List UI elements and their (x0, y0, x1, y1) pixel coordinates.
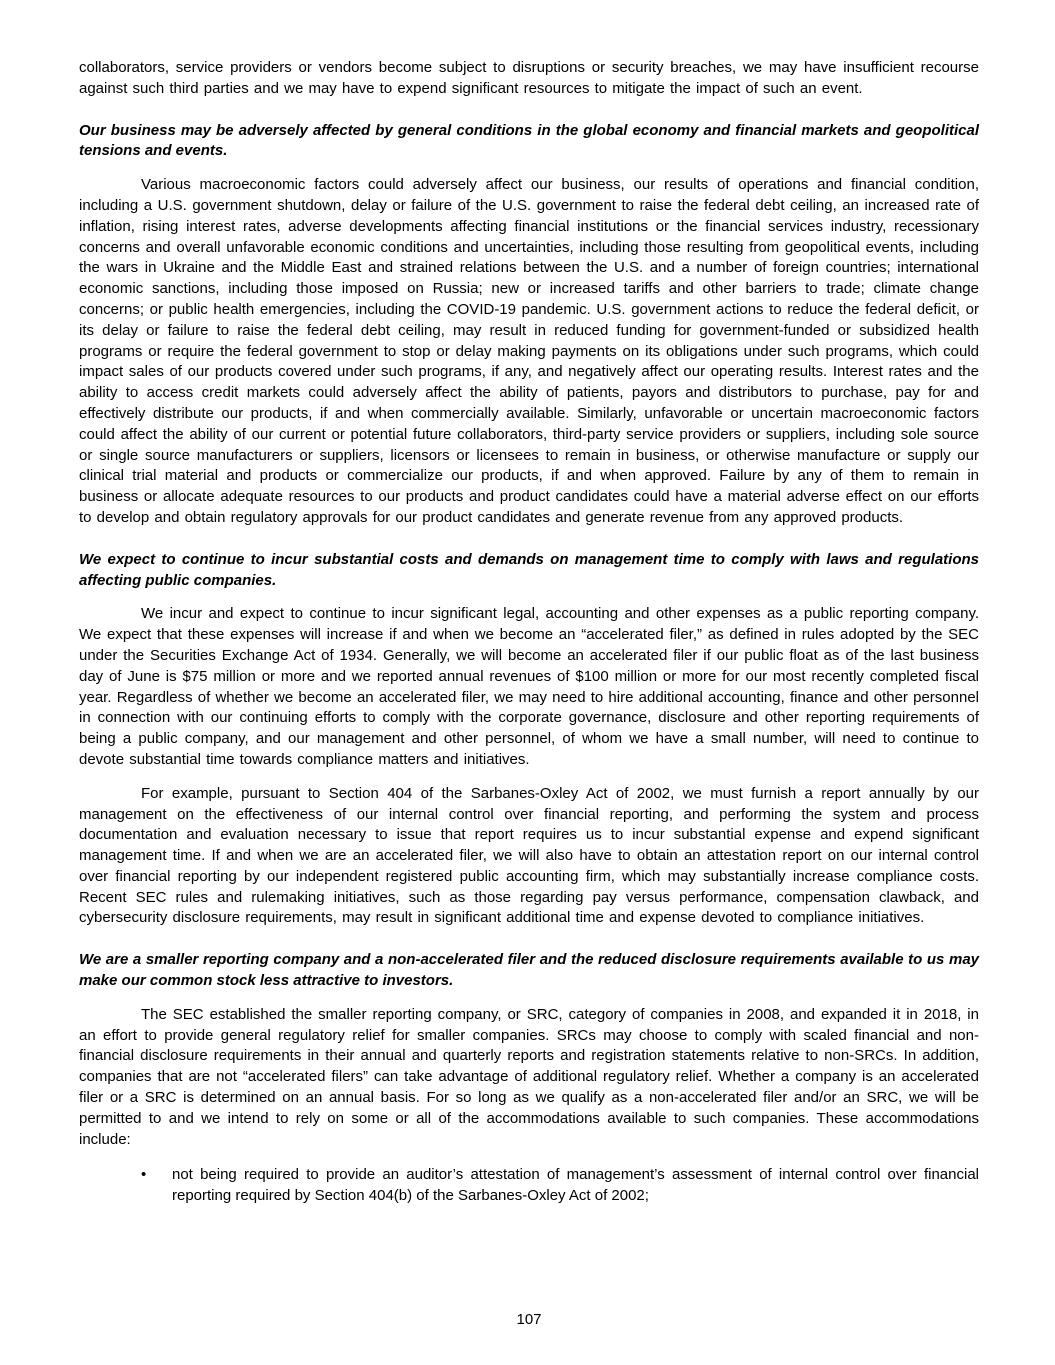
paragraph-incur-expenses: We incur and expect to continue to incur significant legal, accounting and other expenses as a public reporting company. We expect that these expenses will increase if and when we become an “accelerated filer,” as defined in rules adopted by the SEC under the Securities Exchange Act of 1934. Generally, we will become an accelerated filer if our public float as of the last business day of June is $75 million or more and we reported annual revenues of $100 million or more for our most recently completed fiscal year. Regardless of whether we become an accelerated filer, we may need to hire additional accounting, finance and other personnel in connection with our continuing efforts to comply with the corporate governance, disclosure and other reporting requirements of being a public company, and our management and other personnel, of whom we have a small number, will need to continue to devote substantial time towards compliance matters and initiatives. (79, 605, 979, 768)
heading-public-company-costs: We expect to continue to incur substantial costs and demands on management time to comply with laws and regulations affecting public companies. (79, 550, 979, 589)
paragraph-src-accommodations: The SEC established the smaller reporting company, or SRC, category of companies in 2008, and expanded it in 2018, in an effort to provide general regulatory relief for smaller companies. SRCs may choose to comply with scaled financial and non-financial disclosure requirements in their annual and quarterly reports and registration statements relative to non-SRCs. In addition, companies that are not “accelerated filers” can take advantage of additional regulatory relief. Whether a company is an accelerated filer or a SRC is determined on an annual basis. For so long as we qualify as a non-accelerated filer and/or an SRC, we will be permitted to and we intend to rely on some or all of the accommodations available to such companies. These accommodations include: (79, 1005, 979, 1148)
list-item (79, 1165, 979, 1207)
paragraph-macroeconomic-factors: Various macroeconomic factors could adversely affect our business, our results of operations and financial condition, including a U.S. government shutdown, delay or failure of the U.S. government to raise the federal debt ceiling, an increased rate of inflation, rising interest rates, adverse developments affecting financial institutions or the financial services industry, recessionary concerns and overall unfavorable economic conditions and uncertainties, including those resulting from geopolitical events, including the wars in Ukraine and the Middle East and strained relations between the U.S. and a number of foreign countries; international economic sanctions, including those imposed on Russia; new or increased tariffs and other barriers to trade; climate change concerns; or public health emergencies, including the COVID-19 pandemic. U.S. government actions to reduce the federal deficit, or its delay or failure to raise the federal debt ceiling, may result in reduced funding for government-funded or subsidized health programs or require the federal government to stop or delay making payments on its obligations under such programs, which could impact sales of our products covered under such programs, if any, and negatively affect our operating results. Interest rates and the ability to access credit markets could adversely affect the ability of patients, payors and distributors to purchase, pay for and effectively distribute our products, if and when commercially available. Similarly, unfavorable or uncertain macroeconomic factors could affect the ability of our current or potential future collaborators, third-party service providers or suppliers, including sole source or single source manufacturers or suppliers, licensors or licensees to remain in business, or otherwise manufacture or supply our clinical trial material and products or commercialize our products, if and when approved. Failure by any of them to remain in business or allocate adequate resources to our products and product candidates could have a material adverse effect on our efforts to develop and obtain regulatory approvals for our product candidates and generate revenue from any approved products. (79, 176, 979, 526)
bullet-text: not being required to provide an auditor’s attestation of management’s assessment of internal control over financial reporting required by Section 404(b) of the Sarbanes-Oxley Act of 2002; (172, 1166, 979, 1205)
paragraph-section-404: For example, pursuant to Section 404 of the Sarbanes-Oxley Act of 2002, we must furnish a report annually by our management on the effectiveness of our internal control over financial reporting, and performing the system and process documentation and evaluation necessary to issue that report requires us to incur substantial expense and expend significant management time. If and when we are an accelerated filer, we will also have to obtain an attestation report on our internal control over financial reporting by our independent registered public accounting firm, which may substantially increase compliance costs. Recent SEC rules and rulemaking initiatives, such as those regarding pay versus performance, compensation clawback, and cybersecurity disclosure requirements, may result in significant additional time and expense devoted to compliance initiatives. (79, 784, 979, 927)
heading-global-economy-risk: Our business may be adversely affected by general conditions in the global economy and financial markets and geopolitical tensions and events. (79, 121, 979, 160)
paragraph-continuation: collaborators, service providers or vendors become subject to disruptions or security breaches, we may have insufficient recourse against such third parties and we may have to expend significant resources to mitigate the impact of such an event. (79, 59, 979, 97)
page-number: 107 (516, 1311, 542, 1329)
accommodations-bullet-list (79, 1165, 979, 1217)
heading-smaller-reporting-company: We are a smaller reporting company and a non-accelerated filer and the reduced disclosure requirements available to us may make our common stock less attractive to investors. (79, 951, 979, 990)
bullet-icon: • (141, 1166, 147, 1184)
